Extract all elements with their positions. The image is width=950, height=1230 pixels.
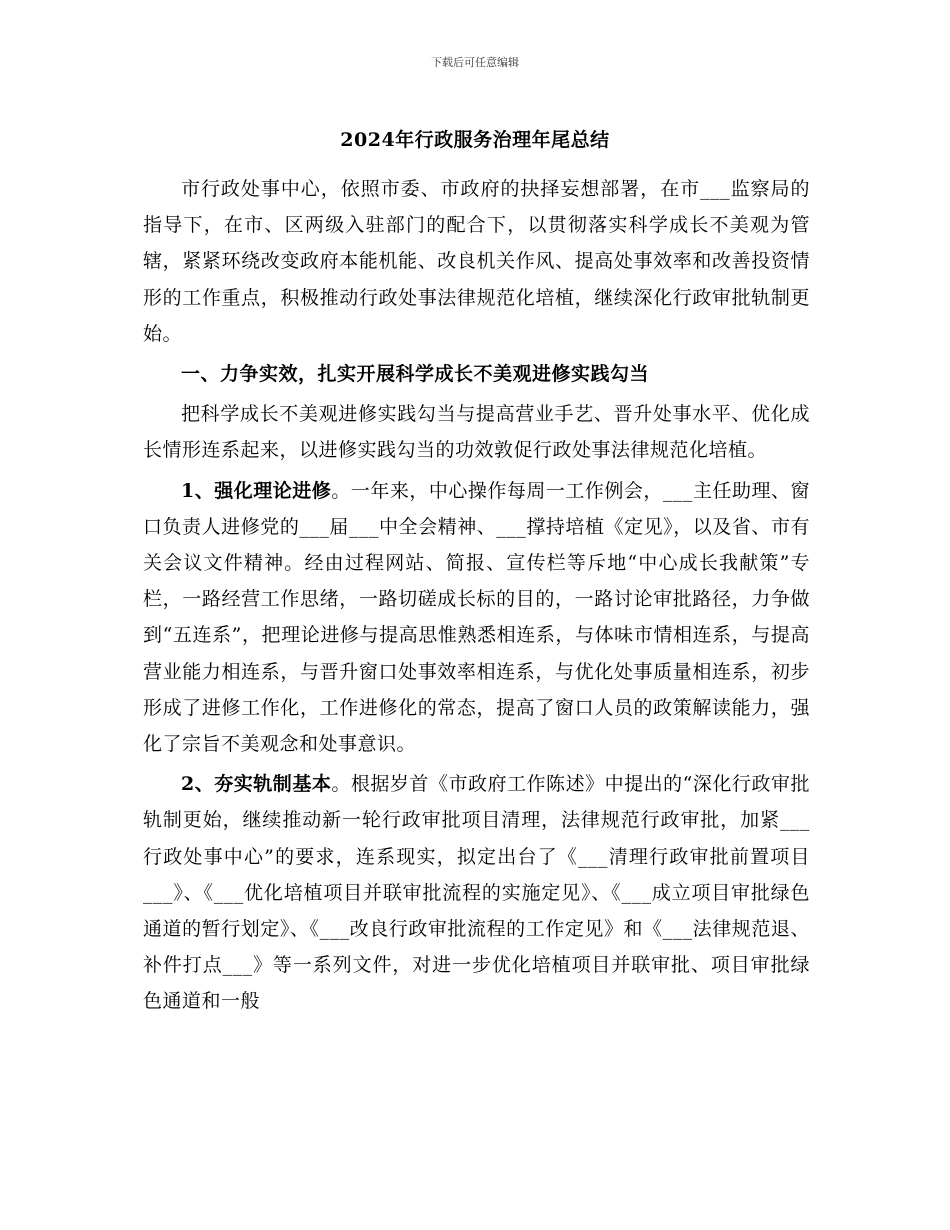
- document-title: 2024年行政服务治理年尾总结: [340, 129, 610, 151]
- section-heading-1: 一、力争实效，扎实开展科学成长不美观进修实践勾当: [181, 363, 650, 386]
- paragraph-lead: 2、夯实轨制基本: [181, 773, 332, 796]
- paragraph-intro: 市行政处事中心，依照市委、市政府的抉择妄想部署，在市___监察局的指导下，在市、区两级入驻部门的配合下，以贯彻落实科学成长不美观为管辖，紧紧环绕改变政府本能机能、改良机关作风、提高处事效率和改善投资情形的工作重点，积极推动行政处事法律规范化培植，继续深化行政审批轨制更始。: [143, 178, 810, 345]
- paragraph-text: 。根据岁首《市政府工作陈述》中提出的“深化行政审批轨制更始，继续推动新一轮行政审批项目清理，法律规范行政审批，加紧___行政处事中心”的要求，连系现实，拟定出台了《___清理行政审批前置项目___》、《___优化培植项目并联审批流程的实施定见》、《___成立项目审批绿色通道的暂行划定》、《___改良行政审批流程的工作定见》和《___法律规范退、补件打点___》等一系列文件，对进一步优化培植项目并联审批、项目审批绿色通道和一般: [143, 773, 810, 1013]
- paragraph-text: 。一年来，中心操作每周一工作例会，___主任助理、窗口负责人进修党的___届___中全会精神、___撑持培植《定见》，以及省、市有关会议文件精神。经由过程网站、简报、宣传栏等斥地“中心成长我献策”专栏，一路经营工作思绪，一路切磋成长标的目的，一路讨论审批路径，力争做到“五连系”，把理论进修与提高思惟熟悉相连系，与体味市情相连系，与提高营业能力相连系，与晋升窗口处事效率相连系，与优化处事质量相连系，初步形成了进修工作化，工作进修化的常态，提高了窗口人员的政策解读能力，强化了宗旨不美观念和处事意识。: [143, 479, 810, 756]
- document-body: [143, 171, 810, 1024]
- paragraph-lead: 1、强化理论进修: [181, 479, 332, 502]
- paragraph-section-1: 把科学成长不美观进修实践勾当与提高营业手艺、晋升处事水平、优化成长情形连系起来，以进修实践勾当的功效敦促行政处事法律规范化培植。: [143, 403, 810, 462]
- header-note: 下载后可任意编辑: [431, 56, 519, 69]
- paragraph-system-basis: [143, 766, 810, 1019]
- paragraph-theory-study: [143, 473, 810, 763]
